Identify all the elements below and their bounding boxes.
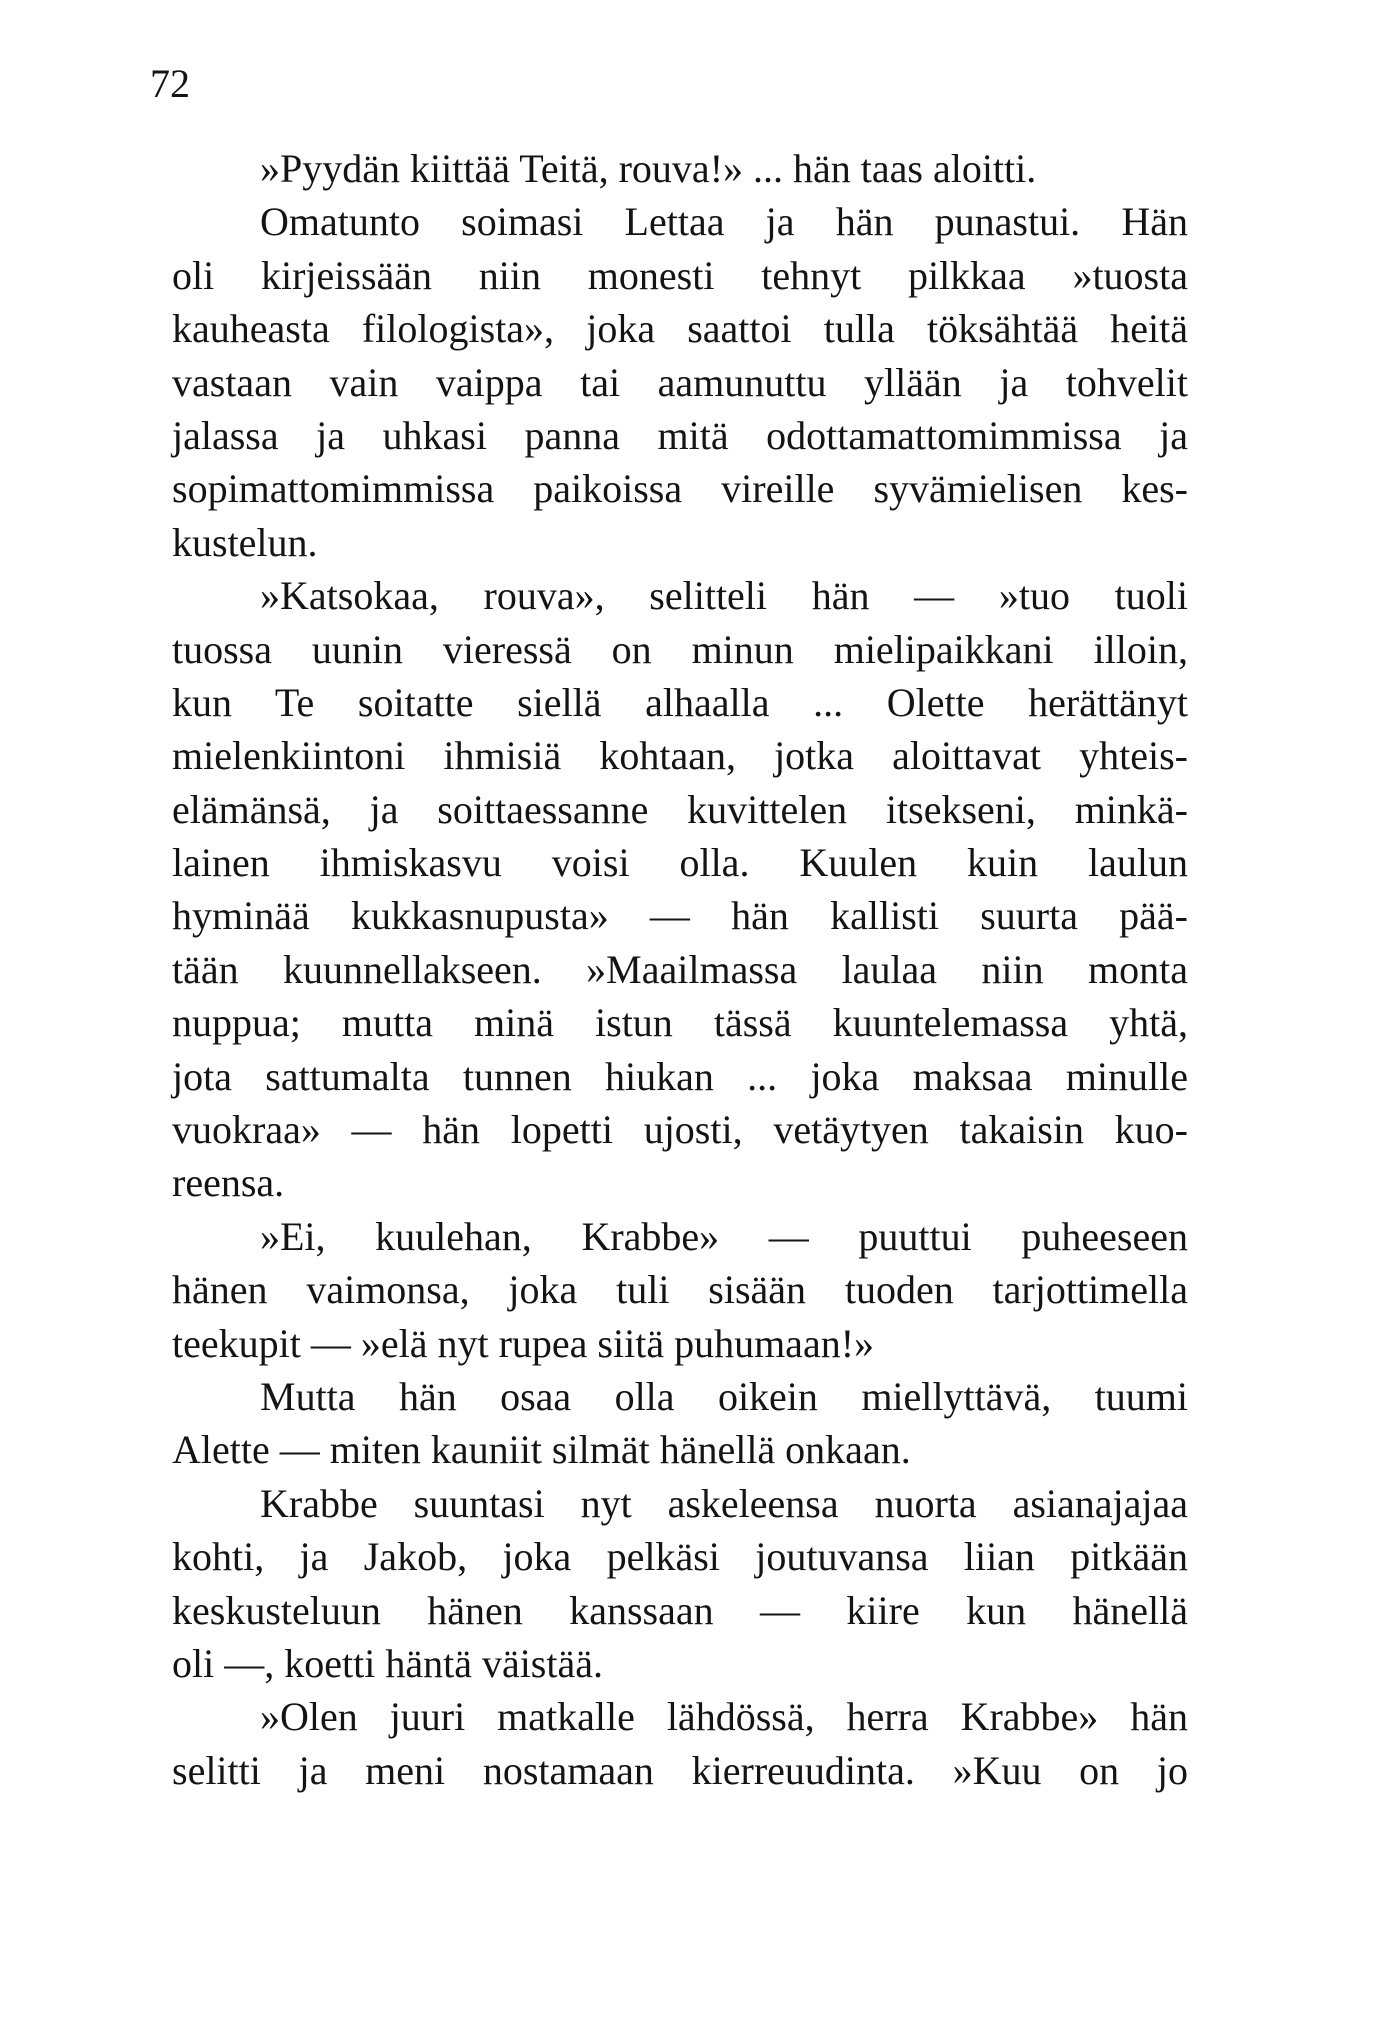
text-line: keskusteluun hänen kanssaan — kiire kun hänellä — [172, 1587, 1188, 1633]
text-line: mielenkiintoni ihmisiä kohtaan, jotka aloittavat yhteis- — [172, 733, 1188, 779]
text-line: Omatunto soimasi Lettaa ja hän punastui. Hän — [260, 199, 1188, 245]
text-line: vuokraa» — hän lopetti ujosti, vetäytyen takaisin kuo- — [172, 1107, 1188, 1153]
text-line: Mutta hän osaa olla oikein miellyttävä, tuumi — [260, 1373, 1188, 1419]
text-line: teekupit — »elä nyt rupea siitä puhumaan!» — [172, 1320, 875, 1366]
text-line: tään kuunnellakseen. »Maailmassa laulaa niin monta — [172, 946, 1188, 992]
text-line: jalassa ja uhkasi panna mitä odottamattomimmissa ja — [172, 412, 1188, 458]
text-line: »Ei, kuulehan, Krabbe» — puuttui puheeseen — [260, 1213, 1188, 1259]
text-line: Krabbe suuntasi nyt askeleensa nuorta asianajajaa — [260, 1480, 1188, 1526]
text-line: »Katsokaa, rouva», selitteli hän — »tuo tuoli — [260, 573, 1188, 619]
text-line: reensa. — [172, 1160, 285, 1206]
page-number: 72 — [150, 61, 190, 106]
text-line: lainen ihmiskasvu voisi olla. Kuulen kuin laulun — [172, 840, 1188, 886]
text-line: elämänsä, ja soittaessanne kuvittelen itsekseni, minkä- — [172, 786, 1188, 832]
text-line: vastaan vain vaippa tai aamunuttu yllään ja tohvelit — [172, 359, 1188, 405]
text-line: Alette — miten kauniit silmät hänellä onkaan. — [172, 1427, 911, 1473]
text-line: jota sattumalta tunnen hiukan ... joka maksaa minulle — [172, 1053, 1188, 1099]
text-line: nuppua; mutta minä istun tässä kuuntelemassa yhtä, — [172, 1000, 1188, 1046]
text-line: kustelun. — [172, 519, 318, 565]
text-line: hyminää kukkasnupusta» — hän kallisti suurta pää- — [172, 893, 1188, 939]
text-line: kun Te soitatte siellä alhaalla ... Olette herättänyt — [172, 679, 1188, 725]
text-line: »Pyydän kiittää Teitä, rouva!» ... hän taas aloitti. — [260, 146, 1037, 191]
text-line: selitti ja meni nostamaan kierreuudinta. »Kuu on jo — [172, 1747, 1188, 1793]
text-line: oli kirjeissään niin monesti tehnyt pilkkaa »tuosta — [172, 252, 1188, 298]
text-line: kauheasta filologista», joka saattoi tulla töksähtää heitä — [172, 306, 1188, 352]
text-line: »Olen juuri matkalle lähdössä, herra Krabbe» hän — [260, 1694, 1188, 1740]
text-line: sopimattomimmissa paikoissa vireille syvämielisen kes- — [172, 466, 1188, 512]
text-line: tuossa uunin vieressä on minun mielipaikkani illoin, — [172, 626, 1188, 672]
text-line: hänen vaimonsa, joka tuli sisään tuoden tarjottimella — [172, 1267, 1188, 1313]
text-line: kohti, ja Jakob, joka pelkäsi joutuvansa liian pitkään — [172, 1534, 1188, 1580]
text-line: oli —, koetti häntä väistää. — [172, 1640, 603, 1686]
body-text — [172, 142, 1188, 1797]
